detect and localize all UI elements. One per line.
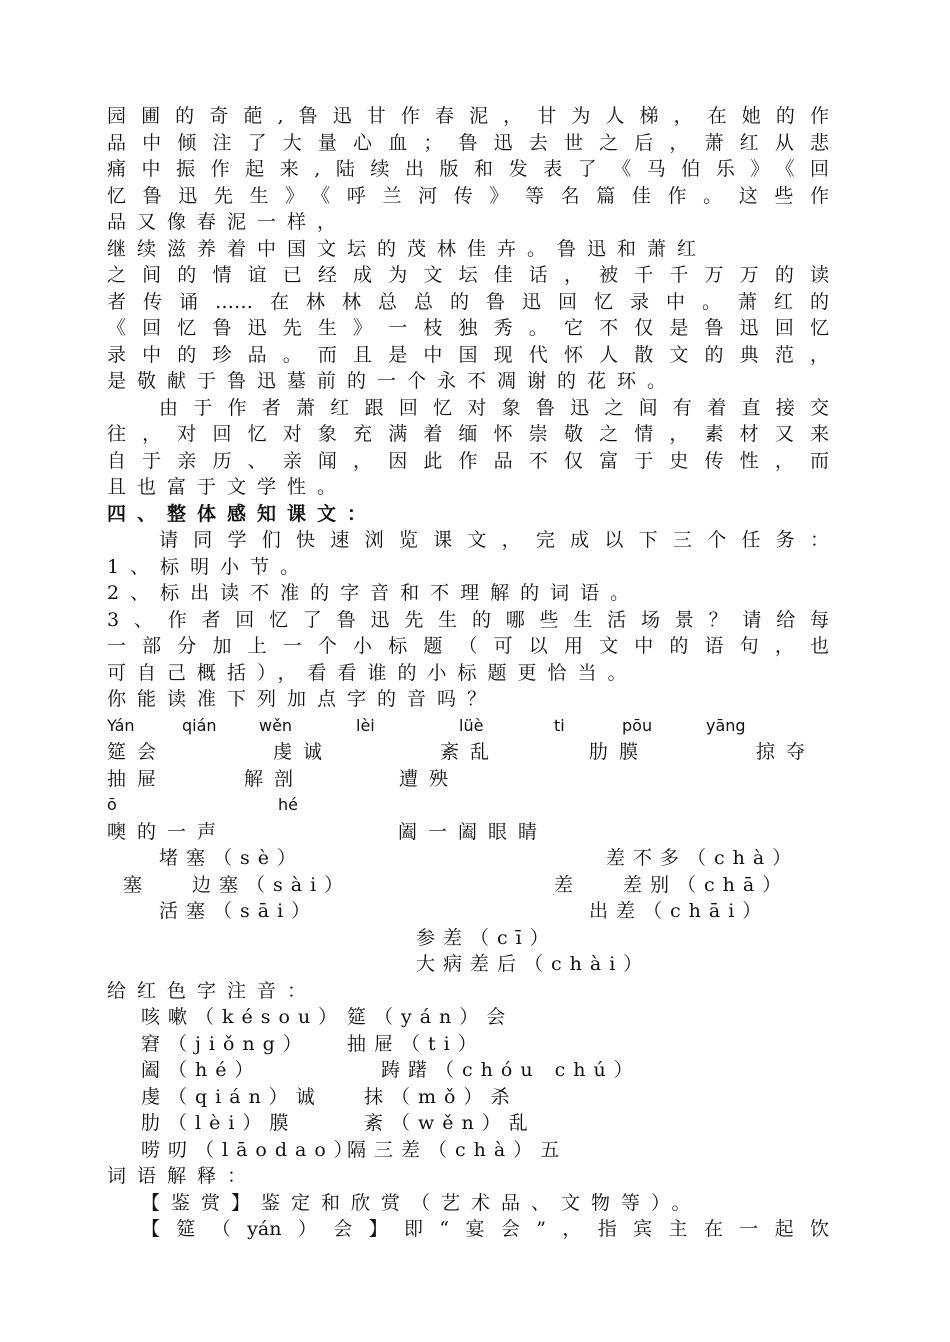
annotate-item: 虔（qián）诚 — [141, 1086, 323, 1108]
polyphone-item: 边塞（sài） — [192, 874, 352, 896]
text-line: 自于亲历、亲闻，因此作品不仅富于史传性，而 — [107, 450, 829, 472]
annotate-item: 踌躇（chóu chú） — [381, 1059, 641, 1081]
text-line: 且也富于文学性。 — [107, 476, 348, 498]
text-line: 品中倾注了大量心血；鲁迅去世之后，萧红从悲 — [107, 132, 829, 154]
pronunciation-prompt: 你能读准下列加点字的音吗？ — [107, 688, 498, 710]
pinyin: hé — [278, 795, 298, 814]
polyphone-main: 差 — [554, 874, 574, 896]
annotate-item: 抽屉（ti） — [347, 1033, 485, 1055]
task-item: 1、标明小节。 — [107, 556, 311, 578]
word: 遭殃 — [399, 768, 460, 790]
polyphone-item: 活塞（sāi） — [159, 900, 319, 922]
text-line: 品又像春泥一样， — [107, 211, 348, 233]
text-line: 请同学们快速浏览课文，完成以下三个任务： — [159, 529, 829, 551]
pinyin: pōu — [622, 716, 653, 735]
annotate-item: 阖（hé） — [141, 1059, 262, 1081]
annotate-item: 唠叨（lāodao） — [141, 1139, 361, 1161]
pinyin: yāng — [706, 716, 746, 735]
word: 阖一阖眼睛 — [398, 821, 549, 843]
word: 噢的一声 — [107, 821, 228, 843]
text-line: 忆鲁迅先生》《呼兰河传》等名篇佳作。这些作 — [107, 185, 829, 207]
task-item: 2、标出读不准的字音和不理解的词语。 — [107, 582, 641, 604]
text-line: 者传诵……在林林总总的鲁迅回忆录中。萧红的 — [107, 291, 829, 313]
text-line: 可自己概括），看看谁的小标题更恰当。 — [107, 662, 638, 684]
glossary-item: 【筵（yán）会】即“宴会”，指宾主在一起饮 — [141, 1218, 829, 1240]
word: 肋膜 — [589, 741, 650, 763]
text-line: 园圃的奇葩,鲁迅甘作春泥，甘为人梯，在她的作 — [107, 105, 829, 127]
pinyin: Yán — [107, 716, 135, 735]
glossary-prompt: 词语解释： — [107, 1165, 258, 1187]
pinyin: ti — [554, 716, 565, 735]
glossary-item: 【鉴赏】鉴定和欣赏（艺术品、文物等）。 — [141, 1192, 702, 1214]
annotate-item: 筵（yán）会 — [347, 1006, 514, 1028]
section-heading: 四、整体感知课文： — [107, 503, 378, 525]
text-line: 是敬献于鲁迅墓前的一个永不凋谢的花环。 — [107, 370, 678, 392]
pinyin: wěn — [259, 716, 293, 735]
text-line: 录中的珍品。而且是中国现代怀人散文的典范， — [107, 344, 829, 366]
annotate-item: 隔三差（chà）五 — [347, 1139, 568, 1161]
annotate-item: 肋（lèi）膜 — [141, 1112, 297, 1134]
word: 解剖 — [244, 768, 305, 790]
text-line: 痛中振作起来,陆续出版和发表了《马伯乐》《回 — [107, 158, 829, 180]
annotate-item: 紊（wěn）乱 — [364, 1112, 536, 1134]
word: 掠夺 — [756, 741, 817, 763]
polyphone-item: 出差（chāi） — [589, 900, 770, 922]
annotate-item: 咳嗽（késou） — [141, 1006, 346, 1028]
text-line: 一部分加上一个小标题（可以用文中的语句，也 — [107, 635, 829, 657]
task-item: 3、作者回忆了鲁迅先生的哪些生活场景？请给每 — [107, 609, 829, 631]
annotate-item: 抹（mǒ）杀 — [364, 1086, 518, 1108]
text-line: 《回忆鲁迅先生》一枝独秀。它不仅是鲁迅回忆 — [107, 317, 829, 339]
annotate-item: 窘（jiǒng） — [141, 1033, 310, 1055]
polyphone-item: 堵塞（sè） — [159, 847, 304, 869]
polyphone-item: 差别（chā） — [623, 874, 790, 896]
pinyin: ō — [107, 795, 117, 814]
text-line: 继续滋养着中国文坛的茂林佳卉。鲁迅和萧红 — [107, 238, 708, 260]
text-line: 往，对回忆对象充满着缅怀崇敬之情，素材又来 — [107, 423, 829, 445]
pinyin: qián — [182, 716, 217, 735]
word: 筵会 — [107, 741, 168, 763]
polyphone-item: 差不多（chà） — [606, 847, 800, 869]
annotate-prompt: 给红色字注音： — [107, 980, 318, 1002]
word: 抽屉 — [107, 768, 168, 790]
word: 紊乱 — [440, 741, 501, 763]
pinyin: lüè — [459, 716, 484, 735]
pinyin: lèi — [356, 716, 375, 735]
polyphone-main: 塞 — [123, 874, 143, 896]
polyphone-item: 大病差后（chài） — [416, 953, 651, 975]
text-line: 由于作者萧红跟回忆对象鲁迅之间有着直接交 — [159, 397, 829, 419]
word: 虔诚 — [273, 741, 334, 763]
polyphone-item: 参差（cī） — [416, 927, 557, 949]
text-line: 之间的情谊已经成为文坛佳话，被千千万万的读 — [107, 264, 829, 286]
